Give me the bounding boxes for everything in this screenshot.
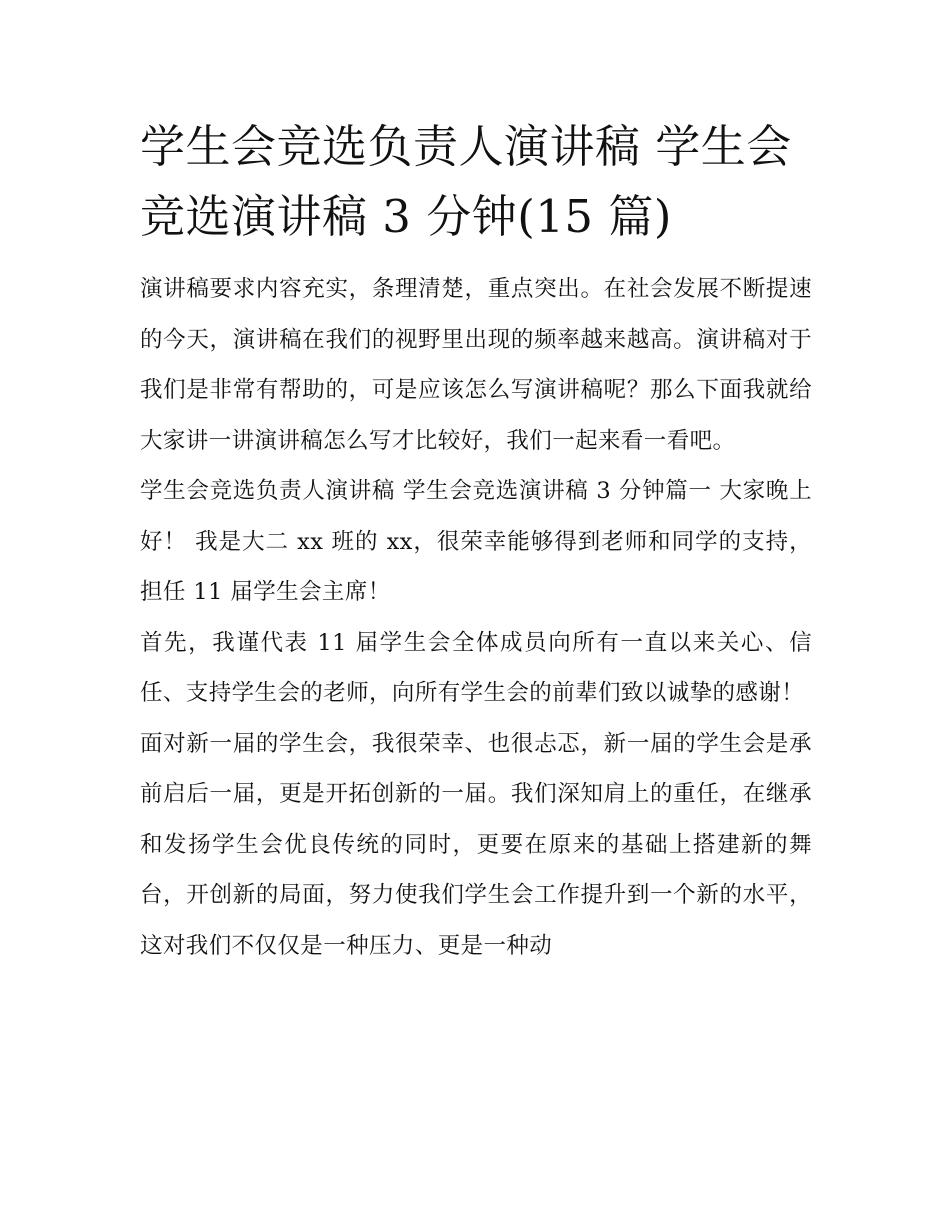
- paragraph-greeting: 学生会竞选负责人演讲稿 学生会竞选演讲稿 3 分钟篇一 大家晚上好！ 我是大二 xx 班的 xx，很荣幸能够得到老师和同学的支持，担任 11 届学生会主席！: [140, 478, 812, 605]
- paragraph-thanks: 首先，我谨代表 11 届学生会全体成员向所有一直以来关心、信任、支持学生会的老师，向所有学生会的前辈们致以诚挚的感谢！: [140, 629, 812, 706]
- title-spacer: [140, 252, 812, 264]
- document-body: [140, 112, 812, 971]
- document-title: 学生会竞选负责人演讲稿 学生会竞选演讲稿 3 分钟(15 篇): [140, 120, 792, 243]
- paragraph-intro: 演讲稿要求内容充实，条理清楚，重点突出。在社会发展不断提速的今天，演讲稿在我们的视野里出现的频率越来越高。演讲稿对于我们是非常有帮助的，可是应该怎么写演讲稿呢？那么下面我就给大家讲一讲演讲稿怎么写才比较好，我们一起来看一看吧。: [140, 276, 812, 454]
- paragraph-mission: 面对新一届的学生会，我很荣幸、也很忐忑，新一届的学生会是承前启后一届，更是开拓创新的一届。我们深知肩上的重任，在继承和发扬学生会优良传统的同时，更要在原来的基础上搭建新的舞台，开创新的局面，努力使我们学生会工作提升到一个新的水平，这对我们不仅仅是一种压力、更是一种动: [140, 730, 812, 959]
